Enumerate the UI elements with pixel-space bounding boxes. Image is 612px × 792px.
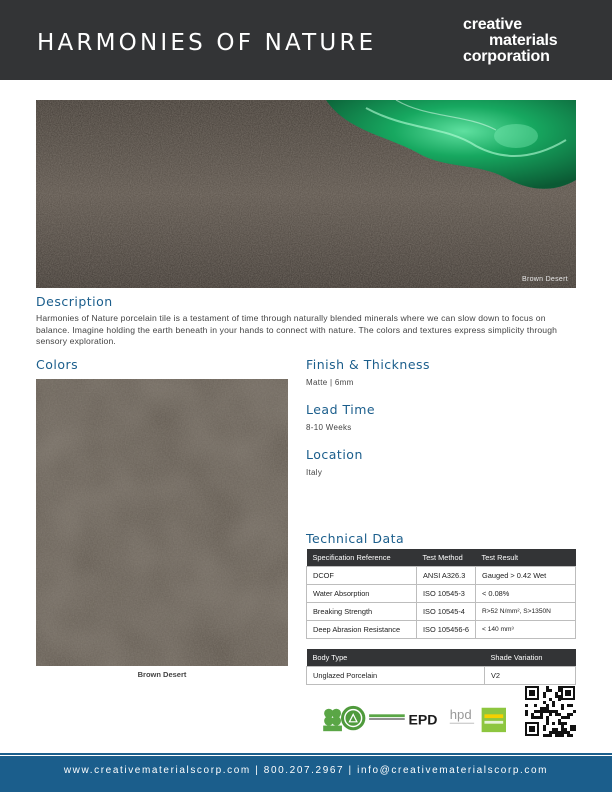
body-type-table	[306, 649, 576, 685]
technical-table	[306, 549, 576, 639]
swatch-texture	[36, 379, 288, 666]
hpd-logo: hpd	[449, 707, 472, 722]
table-cell: DCOF	[307, 567, 417, 585]
company-logo	[463, 17, 557, 65]
lead-time-heading: Lead Time	[306, 402, 376, 417]
hero-image	[36, 100, 576, 288]
certification-badges	[316, 704, 516, 734]
location-heading: Location	[306, 447, 363, 462]
technical-header-row	[307, 549, 576, 567]
page-header	[0, 0, 612, 80]
lead-time-value: 8-10 Weeks	[306, 423, 352, 432]
table-row	[307, 567, 576, 585]
logo-line-3: corporation	[463, 48, 550, 65]
description-heading: Description	[36, 294, 113, 309]
technical-heading: Technical Data	[306, 531, 405, 546]
hero-caption: Brown Desert	[521, 276, 568, 283]
column-header: Test Result	[476, 549, 576, 567]
table-cell: ISO 10545-4	[417, 603, 476, 621]
table-cell: ISO 105456-6	[417, 621, 476, 639]
column-header: Body Type	[307, 649, 485, 667]
table-cell: < 140 mm³	[476, 621, 576, 639]
logo-line-1: creative	[463, 16, 522, 33]
column-header: Specification Reference	[307, 549, 417, 567]
table-cell: < 0.08%	[476, 585, 576, 603]
table-row	[307, 621, 576, 639]
footer-contact: www.creativematerialscorp.com | 800.207.2967 | info@creativematerialscorp.com	[63, 765, 549, 776]
table-row	[307, 585, 576, 603]
table-cell: R>52 N/mm², S>1350N	[476, 603, 576, 621]
recycle-seal-icon	[341, 706, 365, 730]
table-cell: Deep Abrasion Resistance	[307, 621, 417, 639]
body-header-row	[307, 649, 576, 667]
stripe-logo-icon	[369, 714, 405, 720]
epd-logo: EPD	[408, 711, 438, 728]
table-cell: Unglazed Porcelain	[307, 667, 485, 685]
table-cell: ANSI A326.3	[417, 567, 476, 585]
location-value: Italy	[306, 468, 323, 477]
table-cell: V2	[485, 667, 576, 685]
logo-line-2: materials	[489, 32, 558, 49]
colors-heading: Colors	[36, 357, 79, 372]
finish-heading: Finish & Thickness	[306, 357, 431, 372]
table-cell: Breaking Strength	[307, 603, 417, 621]
qr-code-icon	[524, 685, 576, 737]
description-text: Harmonies of Nature porcelain tile is a testament of time through naturally blended minerals where we can slow down to focus on balance. Imagine holding the earth beneath in your hands to connect with nature. The colors and textures express simplicity through sensory exploration.	[36, 313, 558, 347]
footer-divider	[0, 753, 612, 755]
table-row	[307, 603, 576, 621]
swatch-caption: Brown Desert	[137, 670, 187, 679]
color-swatch	[36, 379, 288, 666]
table-cell: ISO 10545-3	[417, 585, 476, 603]
table-cell: Gauged > 0.42 Wet	[476, 567, 576, 585]
finish-value: Matte | 6mm	[306, 378, 354, 387]
table-row	[307, 667, 576, 685]
collection-title: HARMONIES OF NATURE	[37, 30, 377, 56]
usgbc-icon	[323, 709, 342, 732]
mindful-materials-icon	[482, 708, 506, 732]
table-cell: Water Absorption	[307, 585, 417, 603]
hero-photo	[36, 100, 576, 288]
column-header: Shade Variation	[485, 649, 576, 667]
column-header: Test Method	[417, 549, 476, 567]
